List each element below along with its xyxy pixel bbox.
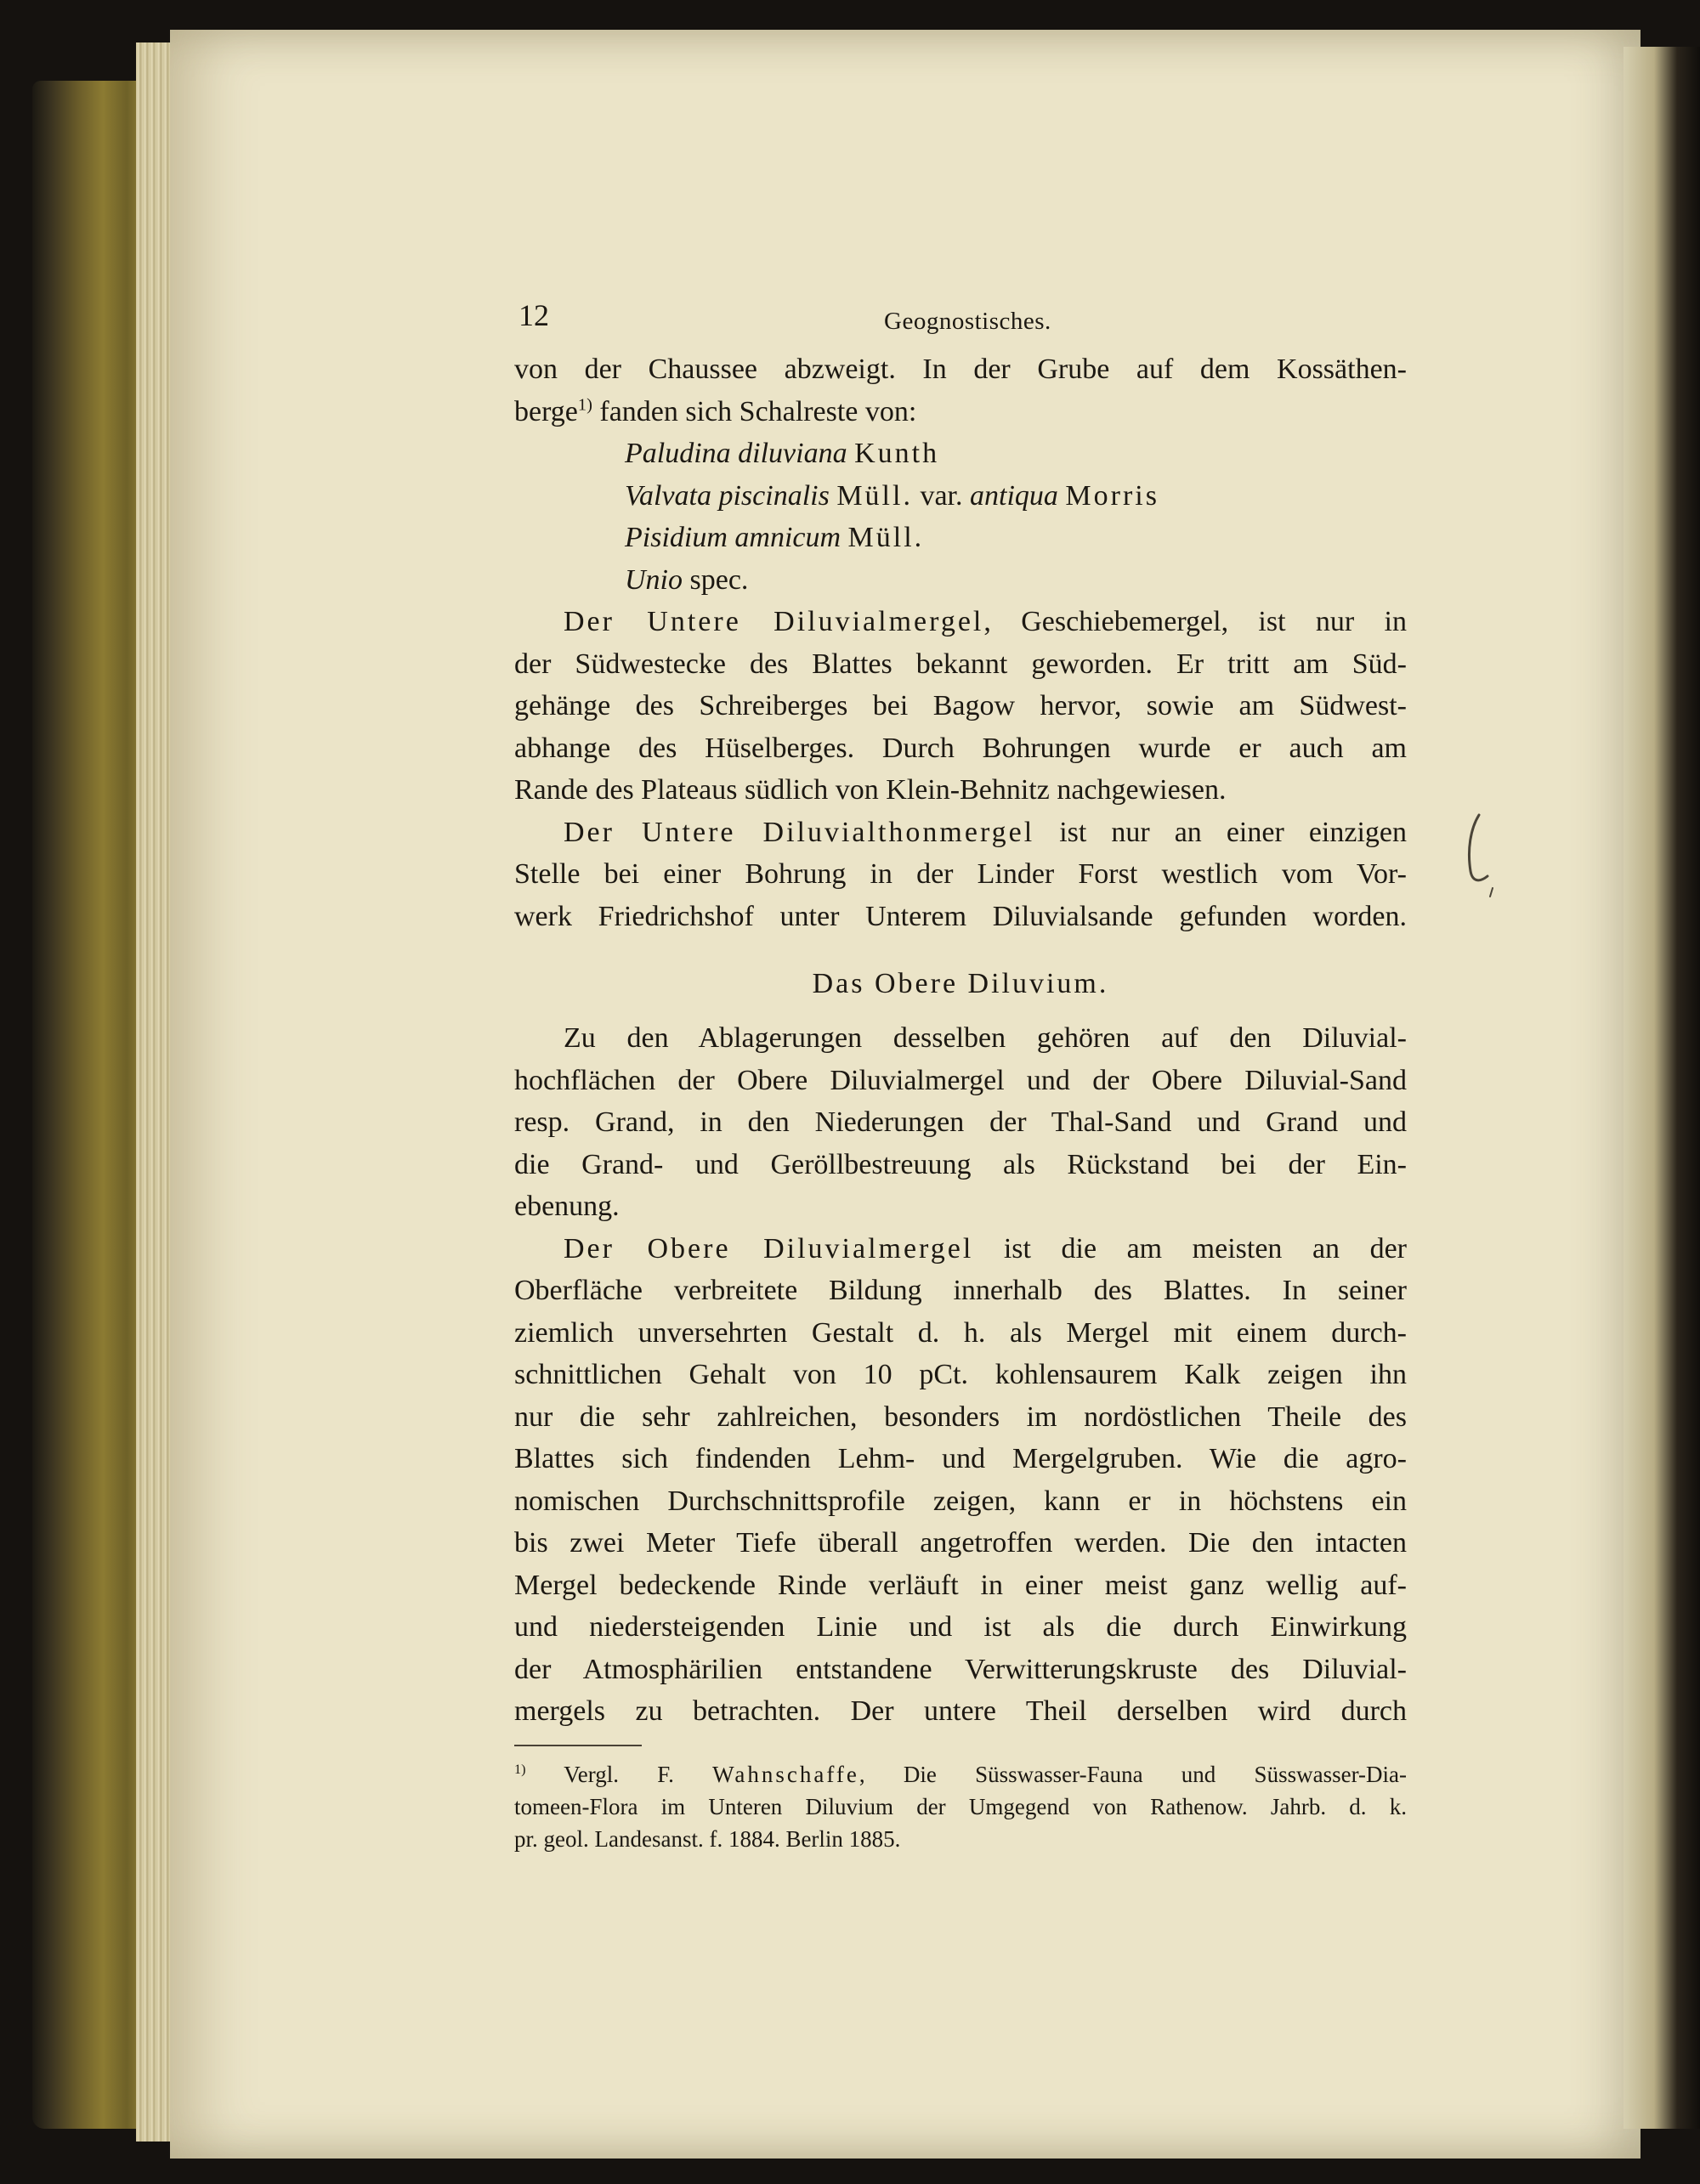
spaced-term: Der Untere Diluvialmergel <box>564 606 984 637</box>
spaced-term: Der Untere Diluvialthonmergel <box>564 816 1035 848</box>
species-item <box>514 517 1407 559</box>
text-span: ist die am meisten an der <box>973 1232 1407 1265</box>
text-line: und niedersteigenden Linie und ist als die durch Einwirkung <box>514 1611 1407 1643</box>
species-author: Kunth <box>854 438 940 469</box>
section-heading: Das Obere Diluvium. <box>812 968 1109 999</box>
species-variety: antiqua <box>970 479 1058 512</box>
species-item <box>514 559 1407 602</box>
paragraph-5 <box>514 1228 1407 1733</box>
text-line: die Grand- und Geröllbestreuung als Rückstand bei der Ein- <box>514 1148 1407 1180</box>
footnote-ref: 1) <box>577 395 592 415</box>
footnote-author: Wahnschaffe <box>712 1761 859 1787</box>
text-line: von der Chaussee abzweigt. In der Grube auf dem Kossäthen- <box>514 354 1407 385</box>
text-line: nur die sehr zahlreichen, besonders im nordöstlichen Theile des <box>514 1400 1407 1433</box>
text-line: Zu den Ablagerungen desselben gehören auf den Diluvial- <box>564 1022 1407 1054</box>
species-name: Pisidium amnicum <box>625 522 842 553</box>
paragraph-3 <box>514 812 1407 938</box>
species-name: Unio <box>625 563 683 596</box>
text-line: Rande des Plateaus südlich von Klein-Behnitz nachgewiesen. <box>514 774 1227 806</box>
page-number: 12 <box>518 298 549 332</box>
text-span: , Geschiebemergel, ist nur in <box>983 606 1407 637</box>
text-line <box>514 391 1407 433</box>
text-line: mergels zu betrachten. Der untere Theil derselben wird durch <box>514 1695 1407 1727</box>
species-author-2: Morris <box>1065 479 1159 512</box>
text-line <box>514 812 1407 854</box>
species-item <box>514 433 1407 475</box>
species-author: Müll. <box>836 479 913 512</box>
text-line: gehänge des Schreiberges bei Bagow hervor, sowie am Südwest- <box>514 690 1407 721</box>
footnote-marker: 1) <box>514 1761 526 1777</box>
paragraph-2 <box>514 601 1407 812</box>
text-line: abhange des Hüselberges. Durch Bohrungen wurde er auch am <box>514 732 1407 764</box>
footnote-line: tomeen-Flora im Unteren Diluvium der Umgegend von Rathenow. Jahrb. d. k. <box>514 1793 1407 1819</box>
text-line: Stelle bei einer Bohrung in der Linder Forst westlich vom Vor- <box>514 858 1407 890</box>
text-span: Vergl. F. <box>525 1761 713 1787</box>
footnote-line <box>514 1758 1407 1791</box>
text-line: Oberfläche verbreitete Bildung innerhalb des Blattes. In seiner <box>514 1275 1407 1306</box>
species-name: Valvata piscinalis <box>625 479 830 512</box>
text-line: der Atmosphärilien entstandene Verwitterungskruste des Diluvial- <box>514 1653 1407 1685</box>
text-line: schnittlichen Gehalt von 10 pCt. kohlensaurem Kalk zeigen ihn <box>514 1359 1407 1390</box>
text-line: der Südwestecke des Blattes bekannt geworden. Er tritt am Süd- <box>514 648 1407 680</box>
text-line <box>514 1228 1407 1270</box>
species-item <box>514 475 1407 518</box>
footnote <box>514 1758 1407 1855</box>
facing-page-edge <box>1624 47 1700 2129</box>
footnote-line: pr. geol. Landesanst. f. 1884. Berlin 1885. <box>514 1825 901 1852</box>
species-name: Paludina diluviana <box>625 438 847 469</box>
text-span: ist nur an einer einzigen <box>1034 816 1407 848</box>
species-rest: spec. <box>683 563 749 596</box>
species-rest: var. <box>912 479 970 512</box>
text-span: fanden sich Schalreste von: <box>592 395 917 427</box>
text-line: werk Friedrichshof unter Unterem Diluvialsande gefunden worden. <box>514 900 1407 932</box>
pencil-mark-icon <box>1460 812 1499 901</box>
text-line: nomischen Durchschnittsprofile zeigen, kann er in höchstens ein <box>514 1485 1407 1517</box>
species-author: Müll. <box>847 522 925 553</box>
text-line: Blattes sich findenden Lehm- und Mergelgruben. Wie die agro- <box>514 1443 1407 1474</box>
text-line: ziemlich unversehrten Gestalt d. h. als Mergel mit einem durch- <box>514 1316 1407 1349</box>
text-line: hochflächen der Obere Diluvialmergel und der Obere Diluvial-Sand <box>514 1064 1407 1096</box>
paragraph-1 <box>514 348 1407 433</box>
text-line <box>514 601 1407 643</box>
paragraph-4 <box>514 1017 1407 1228</box>
text-line: bis zwei Meter Tiefe überall angetroffen werden. Die den intacten <box>514 1527 1407 1559</box>
text-block <box>514 297 1407 1855</box>
text-line: Mergel bedeckende Rinde verläuft in einer meist ganz wellig auf- <box>514 1569 1407 1601</box>
running-title: Geognostisches. <box>884 308 1051 335</box>
species-list <box>514 433 1407 601</box>
page-header <box>514 297 1407 348</box>
text-line: resp. Grand, in den Niederungen der Thal-Sand und Grand und <box>514 1106 1407 1138</box>
text-line: ebenung. <box>514 1191 620 1222</box>
footnote-divider <box>514 1745 642 1746</box>
text-span: , Die Süsswasser-Fauna und Süsswasser-Dia- <box>858 1761 1407 1787</box>
spaced-term: Der Obere Diluvialmergel <box>564 1232 974 1265</box>
text-span: berge <box>514 395 578 427</box>
